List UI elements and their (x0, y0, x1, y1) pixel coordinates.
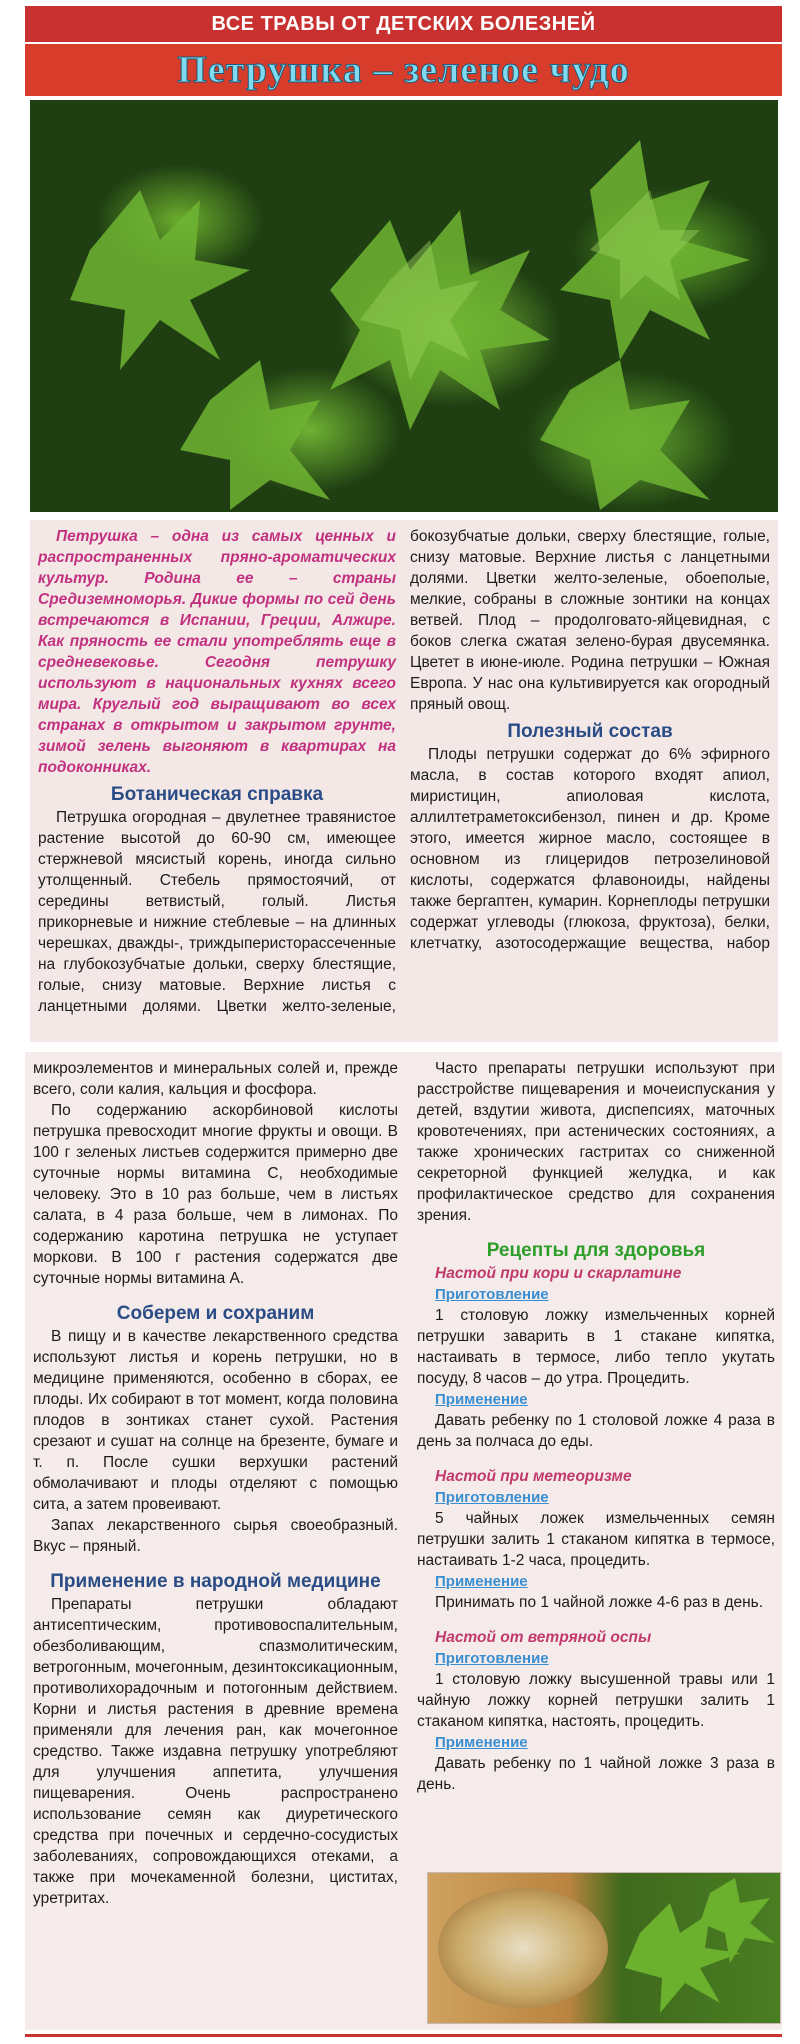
recipe-name: Настой при метеоризме (435, 1468, 632, 1485)
parsley-leaves-illustration (30, 100, 778, 512)
recipe-item (417, 1466, 775, 1613)
collect-heading: Соберем и сохраним (116, 1303, 315, 1324)
use-label: Применение (435, 1734, 528, 1751)
recipe-item (417, 1263, 775, 1452)
prep-label: Приготовление (435, 1650, 549, 1667)
parsley-sprig-illustration (600, 1873, 780, 2023)
composition-text: Плоды петрушки содержат до 6% эфирного масла, в состав которого входят апиол, миристицин, апиоловая кислота, аллилтетраметоксибензол, пинен и др. Кроме этого, имеется жирное масло, состоящее в основном из глицеридов петрозелиновой кислоты, содержатся флавоноиды, найдены также бергаптен, кумарин. Корнеплоды петрушки содержат углеводы (глюкоза, фруктоза), белки, клетчатку, азотосодержащие вещества, набор (410, 746, 770, 952)
prep-label: Приготовление (435, 1489, 549, 1506)
botany-continuation: бокозубчатые дольки, сверху блестящие, голые, снизу матовые. Верхние листья с ланцетными долями. Цветки желто-зеленые, обоеполые, мелкие, собраны в сложные зонтики на концах ветвей. Плод – продолговато-яйцевидная, с боков слегка сжатая зелено-бурая двусемянка. Цветет в июне-июле. Родина петрушки – Южная Европа. У нас она культивируется как огородный пряный овощ. (410, 528, 770, 713)
composition-heading: Полезный состав (507, 721, 673, 742)
lead-paragraph: Петрушка – одна из самых ценных и распространенных пряно-ароматических культур. Родина ее – страны Средиземноморья. Дикие формы по сей день встречаются в Испании, Греции, Алжире. Как пряность ее стали употреблять еще в средневековье. Сегодня петрушку используют в национальных кухнях всего мира. Круглый год выращивают во всех странах в открытом и закрытом грунте, зимой зелень выгоняют в квартирах на подоконниках. (38, 528, 396, 776)
prep-label: Приготовление (435, 1286, 549, 1303)
recipe-name: Настой от ветряной оспы (435, 1629, 652, 1646)
bottom-right-column (417, 1058, 775, 1795)
recipes-heading: Рецепты для здоровья (486, 1240, 706, 1261)
botany-text: Петрушка огородная – двулетнее травянистое растение высотой до 60-90 см, имеющее стержневой мясистый корень, иногда сильно утолщенный. Стебель прямостоячий, от середины ветвистый, голый. Листья прикорневые и нижние стеблевые – на длинных черешках, дважды-, триждыперисторассеченные на глубокозубчатые дольки, сверху блестящие, голые, снизу матовые. Верхние листья с ланцетными долями. Цветки желто-зеленые, (38, 809, 396, 1015)
botany-heading: Ботаническая справка (110, 784, 324, 805)
recipe-use: Давать ребенку по 1 чайной ложке 3 раза в день. (417, 1755, 775, 1793)
use-label: Применение (435, 1573, 528, 1590)
composition-continuation: микроэлементов и минеральных солей и, прежде всего, соли калия, кальция и фосфора. (33, 1060, 398, 1098)
recipe-item (417, 1627, 775, 1795)
recipe-use: Давать ребенку по 1 столовой ложке 4 раза в день за полчаса до еды. (417, 1412, 775, 1450)
recipe-prep: 5 чайных ложек измельченных семян петрушки залить 1 стаканом кипятка в термосе, настаивать 1-2 часа, процедить. (417, 1510, 775, 1569)
rubric-banner (25, 6, 782, 42)
top-right-column (410, 526, 770, 954)
recipe-name: Настой при кори и скарлатине (435, 1265, 682, 1282)
title-banner (25, 44, 782, 96)
folk-text-2: Часто препараты петрушки используют при расстройстве пищеварения и мочеиспускания у детей, вздутии живота, диспепсиях, маточных кровотечениях, при астенических состояниях, а также хронических гастритах со сниженной секреторной функцией желудка, и как профилактическое средство для сохранения зрения. (417, 1060, 775, 1224)
folk-text: Препараты петрушки обладают антисептическим, противовоспалительным, обезболивающим, спазмолитическим, ветрогонным, мочегонным, дезинтоксикационным, противолихорадочным и потогонным действием. Корни и листья растения в древние времена применяли для лечения ран, как мочегонное средство. Также издавна петрушку употребляют для улучшения аппетита, улучшения пищеварения. Очень распространено использование семян как диуретического средства при почечных и сердечно-сосудистых заболеваниях, сопровождающихся отеками, а также при мочекаменной болезни, циститах, уретритах. (33, 1596, 398, 1907)
infusion-cup-illustration (438, 1888, 608, 2008)
recipe-prep: 1 столовую ложку высушенной травы или 1 чайную ложку корней петрушки залить 1 стаканом кипятка, настоять, процедить. (417, 1671, 775, 1730)
folk-heading: Применение в народной медицине (50, 1571, 381, 1592)
use-label: Применение (435, 1391, 528, 1408)
top-article-block (30, 520, 778, 1042)
rubric-text: ВСЕ ТРАВЫ ОТ ДЕТСКИХ БОЛЕЗНЕЙ (211, 12, 596, 35)
top-left-column (38, 526, 396, 1017)
collect-text: В пищу и в качестве лекарственного средства используют листья и корень петрушки, но в медицине применяются, особенно в сборах, ее плоды. Их собирают в тот момент, когда половина плодов в зонтиках станет сухой. Растения срезают и сушат на солнце на брезенте, бумаге и т. п. После сушки верхушки растений обмолачивают и плоды отделяют с помощью сита, а затем провеивают. (33, 1328, 398, 1513)
composition-text-2: По содержанию аскорбиновой кислоты петрушка превосходит многие фрукты и овощи. В 100 г зеленых листьев содержится примерно две суточные нормы витамина С, необходимые человеку. Это в 10 раз больше, чем в листьях салата, в 4 раза больше, чем в лимонах. По содержанию каротина петрушка не уступает моркови. В 100 г растения содержатся две суточные нормы витамина А. (33, 1102, 398, 1287)
recipe-use: Принимать по 1 чайной ложке 4-6 раз в день. (435, 1594, 764, 1611)
recipe-prep: 1 столовую ложку измельченных корней петрушки заварить в 1 стакане кипятка, настаивать в термосе, либо тепло укутать посуду, 8 часов – до утра. Процедить. (417, 1307, 775, 1387)
parsley-photo (30, 100, 778, 512)
parsley-infusion-photo (427, 1872, 781, 2024)
article-title: Петрушка – зеленое чудо (177, 49, 630, 91)
bottom-article-block (25, 1052, 782, 2030)
bottom-rule (25, 2034, 782, 2037)
bottom-left-column (33, 1058, 398, 1909)
collect-text-2: Запах лекарственного сырья своеобразный. Вкус – пряный. (33, 1517, 398, 1555)
